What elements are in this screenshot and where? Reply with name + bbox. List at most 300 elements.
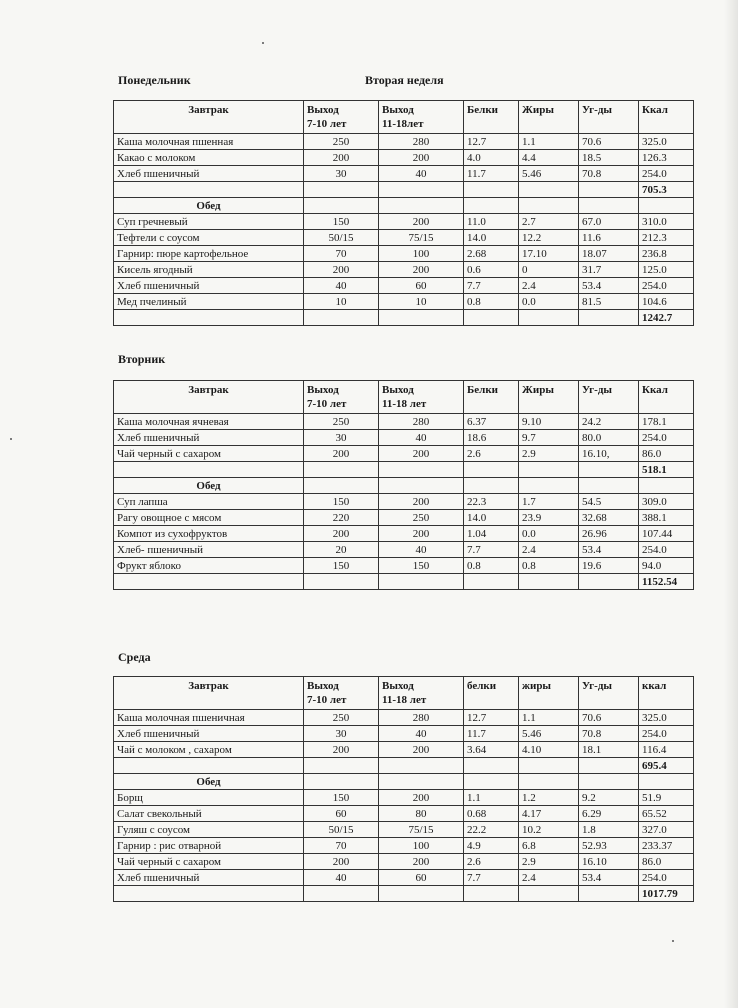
yield-7-10-cell: 50/15 bbox=[304, 230, 379, 246]
empty-cell bbox=[464, 886, 519, 902]
lunch-row bbox=[114, 806, 694, 822]
column-header-yield-label: Выход bbox=[307, 104, 339, 116]
fat-cell: 5.46 bbox=[519, 166, 579, 182]
empty-cell bbox=[464, 198, 519, 214]
empty-cell bbox=[379, 886, 464, 902]
lunch-section-label: Обед bbox=[114, 478, 304, 494]
yield-11-18-cell: 200 bbox=[379, 262, 464, 278]
carbs-cell: 81.5 bbox=[579, 294, 639, 310]
protein-cell: 0.8 bbox=[464, 558, 519, 574]
carbs-cell: 6.29 bbox=[579, 806, 639, 822]
column-header-yield-label: Выход bbox=[382, 384, 414, 396]
yield-7-10-cell: 150 bbox=[304, 790, 379, 806]
yield-11-18-cell: 40 bbox=[379, 726, 464, 742]
empty-cell bbox=[579, 574, 639, 590]
dish-name-cell: Хлеб пшеничный bbox=[114, 870, 304, 886]
total-row bbox=[114, 574, 694, 590]
breakfast-row bbox=[114, 742, 694, 758]
column-header-fat: жиры bbox=[519, 677, 579, 710]
protein-cell: 22.3 bbox=[464, 494, 519, 510]
protein-cell: 7.7 bbox=[464, 278, 519, 294]
carbs-cell: 53.4 bbox=[579, 542, 639, 558]
protein-cell: 12.7 bbox=[464, 134, 519, 150]
empty-cell bbox=[464, 774, 519, 790]
fat-cell: 0.0 bbox=[519, 294, 579, 310]
dish-name-cell: Хлеб пшеничный bbox=[114, 278, 304, 294]
protein-cell: 18.6 bbox=[464, 430, 519, 446]
breakfast-row bbox=[114, 446, 694, 462]
dish-name-cell: Гуляш с соусом bbox=[114, 822, 304, 838]
empty-cell bbox=[114, 758, 304, 774]
lunch-section-label: Обед bbox=[114, 774, 304, 790]
kcal-cell: 254.0 bbox=[639, 430, 694, 446]
column-header-kcal: Ккал bbox=[639, 101, 694, 134]
yield-11-18-cell: 200 bbox=[379, 150, 464, 166]
protein-cell: 2.68 bbox=[464, 246, 519, 262]
yield-7-10-cell: 30 bbox=[304, 166, 379, 182]
lunch-section-row bbox=[114, 774, 694, 790]
yield-7-10-cell: 150 bbox=[304, 214, 379, 230]
fat-cell: 23.9 bbox=[519, 510, 579, 526]
lunch-row bbox=[114, 558, 694, 574]
fat-cell: 2.4 bbox=[519, 870, 579, 886]
yield-11-18-cell: 250 bbox=[379, 510, 464, 526]
total-kcal-cell: 695.4 bbox=[639, 758, 694, 774]
protein-cell: 2.6 bbox=[464, 854, 519, 870]
table-header-row bbox=[114, 677, 694, 710]
carbs-cell: 67.0 bbox=[579, 214, 639, 230]
empty-cell bbox=[379, 774, 464, 790]
dish-name-cell: Борщ bbox=[114, 790, 304, 806]
yield-11-18-cell: 280 bbox=[379, 134, 464, 150]
breakfast-row bbox=[114, 414, 694, 430]
protein-cell: 4.9 bbox=[464, 838, 519, 854]
empty-cell bbox=[304, 198, 379, 214]
carbs-cell: 11.6 bbox=[579, 230, 639, 246]
empty-cell bbox=[519, 310, 579, 326]
yield-11-18-cell: 75/15 bbox=[379, 230, 464, 246]
carbs-cell: 26.96 bbox=[579, 526, 639, 542]
total-row bbox=[114, 462, 694, 478]
dish-name-cell: Кисель ягодный bbox=[114, 262, 304, 278]
empty-cell bbox=[114, 182, 304, 198]
column-header-age-range: 7-10 лет bbox=[307, 118, 347, 130]
yield-11-18-cell: 200 bbox=[379, 446, 464, 462]
column-header-age-range: 11-18 лет bbox=[382, 398, 427, 410]
lunch-row bbox=[114, 838, 694, 854]
kcal-cell: 254.0 bbox=[639, 278, 694, 294]
menu-table-monday bbox=[113, 100, 694, 326]
total-kcal-cell: 705.3 bbox=[639, 182, 694, 198]
carbs-cell: 53.4 bbox=[579, 278, 639, 294]
empty-cell bbox=[519, 478, 579, 494]
protein-cell: 11.7 bbox=[464, 166, 519, 182]
empty-cell bbox=[519, 774, 579, 790]
column-header-kcal: ккал bbox=[639, 677, 694, 710]
dish-name-cell: Какао с молоком bbox=[114, 150, 304, 166]
protein-cell: 3.64 bbox=[464, 742, 519, 758]
table-header-row bbox=[114, 381, 694, 414]
kcal-cell: 107.44 bbox=[639, 526, 694, 542]
yield-7-10-cell: 50/15 bbox=[304, 822, 379, 838]
kcal-cell: 116.4 bbox=[639, 742, 694, 758]
breakfast-row bbox=[114, 710, 694, 726]
yield-7-10-cell: 200 bbox=[304, 446, 379, 462]
carbs-cell: 31.7 bbox=[579, 262, 639, 278]
fat-cell: 2.7 bbox=[519, 214, 579, 230]
yield-11-18-cell: 200 bbox=[379, 494, 464, 510]
kcal-cell: 233.37 bbox=[639, 838, 694, 854]
scan-speck bbox=[262, 42, 264, 44]
empty-cell bbox=[519, 462, 579, 478]
yield-7-10-cell: 150 bbox=[304, 558, 379, 574]
column-header-protein: Белки bbox=[464, 101, 519, 134]
fat-cell: 4.10 bbox=[519, 742, 579, 758]
fat-cell: 2.9 bbox=[519, 854, 579, 870]
empty-cell bbox=[464, 310, 519, 326]
fat-cell: 5.46 bbox=[519, 726, 579, 742]
yield-7-10-cell: 200 bbox=[304, 854, 379, 870]
yield-11-18-cell: 10 bbox=[379, 294, 464, 310]
column-header-age-range: 7-10 лет bbox=[307, 398, 347, 410]
carbs-cell: 80.0 bbox=[579, 430, 639, 446]
empty-cell bbox=[114, 462, 304, 478]
kcal-cell: 327.0 bbox=[639, 822, 694, 838]
kcal-cell: 325.0 bbox=[639, 134, 694, 150]
dish-name-cell: Салат свекольный bbox=[114, 806, 304, 822]
column-header-yield-7-10 bbox=[304, 101, 379, 134]
column-header-carbs: Уг-ды bbox=[579, 677, 639, 710]
yield-11-18-cell: 40 bbox=[379, 430, 464, 446]
protein-cell: 1.1 bbox=[464, 790, 519, 806]
carbs-cell: 54.5 bbox=[579, 494, 639, 510]
empty-cell bbox=[519, 198, 579, 214]
empty-cell bbox=[304, 758, 379, 774]
fat-cell: 0.0 bbox=[519, 526, 579, 542]
lunch-row bbox=[114, 542, 694, 558]
column-header-yield-label: Выход bbox=[382, 680, 414, 692]
fat-cell: 0.8 bbox=[519, 558, 579, 574]
empty-cell bbox=[464, 574, 519, 590]
empty-cell bbox=[639, 198, 694, 214]
protein-cell: 14.0 bbox=[464, 510, 519, 526]
empty-cell bbox=[464, 462, 519, 478]
dish-name-cell: Компот из сухофруктов bbox=[114, 526, 304, 542]
yield-11-18-cell: 280 bbox=[379, 710, 464, 726]
yield-11-18-cell: 200 bbox=[379, 526, 464, 542]
kcal-cell: 104.6 bbox=[639, 294, 694, 310]
column-header-fat: Жиры bbox=[519, 101, 579, 134]
breakfast-row bbox=[114, 166, 694, 182]
fat-cell: 1.2 bbox=[519, 790, 579, 806]
kcal-cell: 212.3 bbox=[639, 230, 694, 246]
carbs-cell: 19.6 bbox=[579, 558, 639, 574]
dish-name-cell: Каша молочная пшенная bbox=[114, 134, 304, 150]
protein-cell: 2.6 bbox=[464, 446, 519, 462]
empty-cell bbox=[519, 758, 579, 774]
breakfast-row bbox=[114, 430, 694, 446]
carbs-cell: 53.4 bbox=[579, 870, 639, 886]
protein-cell: 11.7 bbox=[464, 726, 519, 742]
kcal-cell: 94.0 bbox=[639, 558, 694, 574]
day-title-monday: Понедельник bbox=[118, 73, 191, 87]
lunch-row bbox=[114, 494, 694, 510]
breakfast-row bbox=[114, 726, 694, 742]
total-row bbox=[114, 182, 694, 198]
yield-7-10-cell: 20 bbox=[304, 542, 379, 558]
carbs-cell: 70.6 bbox=[579, 134, 639, 150]
lunch-row bbox=[114, 822, 694, 838]
column-header-yield-label: Выход bbox=[307, 384, 339, 396]
lunch-row bbox=[114, 790, 694, 806]
yield-7-10-cell: 70 bbox=[304, 246, 379, 262]
empty-cell bbox=[304, 886, 379, 902]
yield-7-10-cell: 250 bbox=[304, 710, 379, 726]
dish-name-cell: Мед пчелиный bbox=[114, 294, 304, 310]
dish-name-cell: Чай черный с сахаром bbox=[114, 854, 304, 870]
column-header-yield-label: Выход bbox=[382, 104, 414, 116]
column-header-yield-7-10 bbox=[304, 381, 379, 414]
carbs-cell: 1.8 bbox=[579, 822, 639, 838]
lunch-row bbox=[114, 262, 694, 278]
lunch-row bbox=[114, 510, 694, 526]
carbs-cell: 18.5 bbox=[579, 150, 639, 166]
fat-cell: 4.17 bbox=[519, 806, 579, 822]
carbs-cell: 16.10, bbox=[579, 446, 639, 462]
yield-11-18-cell: 100 bbox=[379, 838, 464, 854]
fat-cell: 1.1 bbox=[519, 134, 579, 150]
empty-cell bbox=[579, 182, 639, 198]
lunch-row bbox=[114, 214, 694, 230]
kcal-cell: 125.0 bbox=[639, 262, 694, 278]
yield-7-10-cell: 60 bbox=[304, 806, 379, 822]
column-header-yield-11-18 bbox=[379, 677, 464, 710]
column-header-protein: Белки bbox=[464, 381, 519, 414]
fat-cell: 9.7 bbox=[519, 430, 579, 446]
empty-cell bbox=[304, 462, 379, 478]
menu-table-wednesday bbox=[113, 676, 694, 902]
yield-7-10-cell: 40 bbox=[304, 278, 379, 294]
carbs-cell: 9.2 bbox=[579, 790, 639, 806]
breakfast-row bbox=[114, 134, 694, 150]
fat-cell: 17.10 bbox=[519, 246, 579, 262]
column-header-kcal: Ккал bbox=[639, 381, 694, 414]
yield-11-18-cell: 60 bbox=[379, 278, 464, 294]
empty-cell bbox=[579, 462, 639, 478]
yield-11-18-cell: 80 bbox=[379, 806, 464, 822]
yield-7-10-cell: 250 bbox=[304, 414, 379, 430]
lunch-row bbox=[114, 230, 694, 246]
yield-11-18-cell: 200 bbox=[379, 742, 464, 758]
total-row bbox=[114, 310, 694, 326]
carbs-cell: 70.6 bbox=[579, 710, 639, 726]
dish-name-cell: Каша молочная пшеничная bbox=[114, 710, 304, 726]
kcal-cell: 309.0 bbox=[639, 494, 694, 510]
kcal-cell: 178.1 bbox=[639, 414, 694, 430]
empty-cell bbox=[304, 182, 379, 198]
yield-11-18-cell: 150 bbox=[379, 558, 464, 574]
yield-7-10-cell: 200 bbox=[304, 526, 379, 542]
dish-name-cell: Фрукт яблоко bbox=[114, 558, 304, 574]
fat-cell: 6.8 bbox=[519, 838, 579, 854]
yield-7-10-cell: 200 bbox=[304, 742, 379, 758]
yield-11-18-cell: 100 bbox=[379, 246, 464, 262]
fat-cell: 0 bbox=[519, 262, 579, 278]
empty-cell bbox=[579, 886, 639, 902]
empty-cell bbox=[114, 886, 304, 902]
empty-cell bbox=[379, 478, 464, 494]
empty-cell bbox=[379, 758, 464, 774]
dish-name-cell: Хлеб пшеничный bbox=[114, 726, 304, 742]
lunch-row bbox=[114, 526, 694, 542]
yield-11-18-cell: 40 bbox=[379, 542, 464, 558]
carbs-cell: 70.8 bbox=[579, 726, 639, 742]
yield-7-10-cell: 70 bbox=[304, 838, 379, 854]
yield-11-18-cell: 200 bbox=[379, 790, 464, 806]
lunch-section-row bbox=[114, 478, 694, 494]
carbs-cell: 32.68 bbox=[579, 510, 639, 526]
empty-cell bbox=[639, 774, 694, 790]
empty-cell bbox=[304, 774, 379, 790]
yield-7-10-cell: 250 bbox=[304, 134, 379, 150]
carbs-cell: 18.1 bbox=[579, 742, 639, 758]
fat-cell: 4.4 bbox=[519, 150, 579, 166]
carbs-cell: 24.2 bbox=[579, 414, 639, 430]
total-row bbox=[114, 886, 694, 902]
page-edge-shadow bbox=[724, 0, 738, 1008]
column-header-age-range: 11-18лет bbox=[382, 118, 424, 130]
kcal-cell: 86.0 bbox=[639, 854, 694, 870]
dish-name-cell: Гарнир: пюре картофельное bbox=[114, 246, 304, 262]
lunch-section-row bbox=[114, 198, 694, 214]
lunch-row bbox=[114, 246, 694, 262]
column-header-dish: Завтрак bbox=[114, 101, 304, 134]
yield-7-10-cell: 30 bbox=[304, 430, 379, 446]
yield-7-10-cell: 40 bbox=[304, 870, 379, 886]
total-kcal-cell: 1242.7 bbox=[639, 310, 694, 326]
yield-11-18-cell: 40 bbox=[379, 166, 464, 182]
column-header-age-range: 11-18 лет bbox=[382, 694, 427, 706]
yield-7-10-cell: 10 bbox=[304, 294, 379, 310]
yield-7-10-cell: 150 bbox=[304, 494, 379, 510]
column-header-carbs: Уг-ды bbox=[579, 101, 639, 134]
empty-cell bbox=[379, 182, 464, 198]
protein-cell: 0.8 bbox=[464, 294, 519, 310]
empty-cell bbox=[304, 310, 379, 326]
lunch-row bbox=[114, 870, 694, 886]
day-title-wednesday: Среда bbox=[118, 650, 151, 664]
kcal-cell: 65.52 bbox=[639, 806, 694, 822]
kcal-cell: 254.0 bbox=[639, 542, 694, 558]
protein-cell: 14.0 bbox=[464, 230, 519, 246]
kcal-cell: 51.9 bbox=[639, 790, 694, 806]
empty-cell bbox=[304, 574, 379, 590]
yield-7-10-cell: 30 bbox=[304, 726, 379, 742]
protein-cell: 1.04 bbox=[464, 526, 519, 542]
yield-7-10-cell: 200 bbox=[304, 150, 379, 166]
lunch-row bbox=[114, 294, 694, 310]
dish-name-cell: Каша молочная ячневая bbox=[114, 414, 304, 430]
kcal-cell: 254.0 bbox=[639, 166, 694, 182]
empty-cell bbox=[639, 478, 694, 494]
empty-cell bbox=[464, 182, 519, 198]
protein-cell: 0.6 bbox=[464, 262, 519, 278]
table-header-row bbox=[114, 101, 694, 134]
day-title-tuesday: Вторник bbox=[118, 352, 166, 366]
dish-name-cell: Хлеб- пшеничный bbox=[114, 542, 304, 558]
kcal-cell: 254.0 bbox=[639, 870, 694, 886]
kcal-cell: 388.1 bbox=[639, 510, 694, 526]
menu-table-tuesday bbox=[113, 380, 694, 590]
empty-cell bbox=[114, 574, 304, 590]
total-kcal-cell: 518.1 bbox=[639, 462, 694, 478]
yield-11-18-cell: 200 bbox=[379, 854, 464, 870]
empty-cell bbox=[519, 886, 579, 902]
protein-cell: 11.0 bbox=[464, 214, 519, 230]
fat-cell: 10.2 bbox=[519, 822, 579, 838]
column-header-dish: Завтрак bbox=[114, 677, 304, 710]
total-kcal-cell: 1017.79 bbox=[639, 886, 694, 902]
column-header-yield-label: Выход bbox=[307, 680, 339, 692]
empty-cell bbox=[579, 774, 639, 790]
yield-11-18-cell: 200 bbox=[379, 214, 464, 230]
column-header-yield-11-18 bbox=[379, 101, 464, 134]
empty-cell bbox=[379, 574, 464, 590]
fat-cell: 1.7 bbox=[519, 494, 579, 510]
column-header-protein: белки bbox=[464, 677, 519, 710]
carbs-cell: 18.07 bbox=[579, 246, 639, 262]
carbs-cell: 16.10 bbox=[579, 854, 639, 870]
yield-11-18-cell: 75/15 bbox=[379, 822, 464, 838]
column-header-age-range: 7-10 лет bbox=[307, 694, 347, 706]
protein-cell: 7.7 bbox=[464, 542, 519, 558]
fat-cell: 2.4 bbox=[519, 542, 579, 558]
scan-speck bbox=[672, 940, 674, 942]
empty-cell bbox=[464, 478, 519, 494]
breakfast-row bbox=[114, 150, 694, 166]
empty-cell bbox=[579, 478, 639, 494]
kcal-cell: 254.0 bbox=[639, 726, 694, 742]
empty-cell bbox=[579, 310, 639, 326]
protein-cell: 0.68 bbox=[464, 806, 519, 822]
dish-name-cell: Тефтели с соусом bbox=[114, 230, 304, 246]
dish-name-cell: Рагу овощное с мясом bbox=[114, 510, 304, 526]
empty-cell bbox=[379, 310, 464, 326]
fat-cell: 1.1 bbox=[519, 710, 579, 726]
column-header-fat: Жиры bbox=[519, 381, 579, 414]
lunch-row bbox=[114, 278, 694, 294]
column-header-dish: Завтрак bbox=[114, 381, 304, 414]
empty-cell bbox=[464, 758, 519, 774]
carbs-cell: 52.93 bbox=[579, 838, 639, 854]
yield-11-18-cell: 280 bbox=[379, 414, 464, 430]
kcal-cell: 86.0 bbox=[639, 446, 694, 462]
lunch-row bbox=[114, 854, 694, 870]
dish-name-cell: Суп лапша bbox=[114, 494, 304, 510]
protein-cell: 4.0 bbox=[464, 150, 519, 166]
empty-cell bbox=[379, 462, 464, 478]
fat-cell: 9.10 bbox=[519, 414, 579, 430]
fat-cell: 2.9 bbox=[519, 446, 579, 462]
protein-cell: 7.7 bbox=[464, 870, 519, 886]
column-header-yield-11-18 bbox=[379, 381, 464, 414]
week-title: Вторая неделя bbox=[365, 73, 444, 87]
column-header-carbs: Уг-ды bbox=[579, 381, 639, 414]
protein-cell: 6.37 bbox=[464, 414, 519, 430]
empty-cell bbox=[114, 310, 304, 326]
dish-name-cell: Хлеб пшеничный bbox=[114, 166, 304, 182]
empty-cell bbox=[519, 182, 579, 198]
